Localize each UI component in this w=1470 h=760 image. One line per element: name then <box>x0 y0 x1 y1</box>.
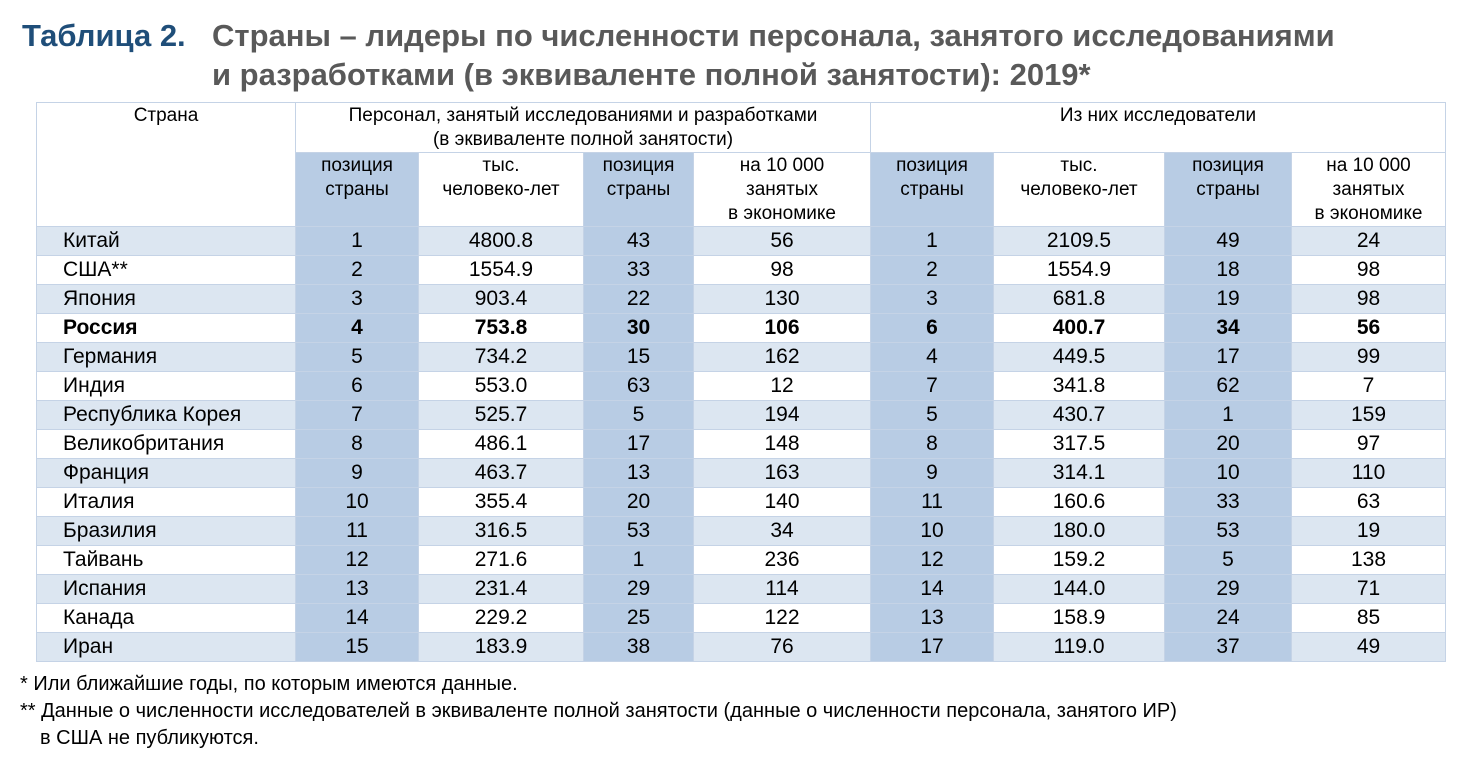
cell-country: Италия <box>37 488 296 517</box>
subheader-3 <box>694 153 871 227</box>
cell-value: 56 <box>694 227 871 256</box>
cell-value: 1 <box>584 546 694 575</box>
cell-value: 229.2 <box>419 604 584 633</box>
cell-country: Республика Корея <box>37 401 296 430</box>
cell-value: 122 <box>694 604 871 633</box>
cell-country: Иран <box>37 633 296 662</box>
cell-country: Канада <box>37 604 296 633</box>
cell-value: 734.2 <box>419 343 584 372</box>
header-researchers-group: Из них исследователи <box>871 103 1446 153</box>
cell-value: 753.8 <box>419 314 584 343</box>
cell-value: 37 <box>1165 633 1292 662</box>
subheader-line: человеко-лет <box>442 179 560 200</box>
cell-value: 2 <box>296 256 419 285</box>
cell-value: 140 <box>694 488 871 517</box>
subheader-line: позиция <box>321 155 393 176</box>
cell-value: 85 <box>1292 604 1446 633</box>
footnote-2-line-2: в США не публикуются. <box>40 727 259 749</box>
cell-value: 400.7 <box>994 314 1165 343</box>
cell-value: 1 <box>296 227 419 256</box>
cell-value: 14 <box>871 575 994 604</box>
cell-value: 5 <box>871 401 994 430</box>
cell-value: 34 <box>694 517 871 546</box>
cell-value: 236 <box>694 546 871 575</box>
cell-value: 10 <box>296 488 419 517</box>
footnotes <box>20 671 1177 752</box>
cell-value: 10 <box>1165 459 1292 488</box>
cell-value: 8 <box>871 430 994 459</box>
subheader-line: тыс. <box>482 155 520 176</box>
subheader-line: страны <box>606 179 671 200</box>
subheader-line: позиция <box>1192 155 1264 176</box>
cell-value: 13 <box>296 575 419 604</box>
cell-value: 4 <box>871 343 994 372</box>
cell-value: 183.9 <box>419 633 584 662</box>
cell-value: 553.0 <box>419 372 584 401</box>
cell-value: 160.6 <box>994 488 1165 517</box>
subheader-line: страны <box>900 179 964 200</box>
cell-value: 13 <box>584 459 694 488</box>
cell-value: 5 <box>296 343 419 372</box>
cell-country: Испания <box>37 575 296 604</box>
cell-value: 33 <box>584 256 694 285</box>
cell-value: 43 <box>584 227 694 256</box>
cell-value: 11 <box>871 488 994 517</box>
cell-value: 11 <box>296 517 419 546</box>
subheader-2 <box>584 153 694 227</box>
cell-value: 10 <box>871 517 994 546</box>
cell-value: 231.4 <box>419 575 584 604</box>
cell-value: 22 <box>584 285 694 314</box>
subheader-1 <box>419 153 584 227</box>
subheader-0 <box>296 153 419 227</box>
cell-value: 194 <box>694 401 871 430</box>
cell-value: 106 <box>694 314 871 343</box>
table-row <box>37 256 1446 285</box>
table-row <box>37 604 1446 633</box>
cell-value: 12 <box>694 372 871 401</box>
cell-value: 681.8 <box>994 285 1165 314</box>
cell-value: 7 <box>871 372 994 401</box>
table-number: Таблица 2. <box>22 18 186 53</box>
cell-value: 63 <box>584 372 694 401</box>
cell-value: 17 <box>871 633 994 662</box>
cell-value: 158.9 <box>994 604 1165 633</box>
cell-value: 56 <box>1292 314 1446 343</box>
table-row <box>37 633 1446 662</box>
cell-value: 15 <box>584 343 694 372</box>
subheader-line: страны <box>1196 179 1260 200</box>
table-row <box>37 227 1446 256</box>
cell-value: 99 <box>1292 343 1446 372</box>
cell-value: 1554.9 <box>994 256 1165 285</box>
cell-value: 314.1 <box>994 459 1165 488</box>
subheader-line: занятых <box>1332 179 1405 200</box>
subheader-4 <box>871 153 994 227</box>
cell-value: 430.7 <box>994 401 1165 430</box>
cell-value: 130 <box>694 285 871 314</box>
table-title <box>22 16 1452 94</box>
cell-value: 20 <box>1165 430 1292 459</box>
subheader-line: человеко-лет <box>1020 179 1138 200</box>
cell-value: 2 <box>871 256 994 285</box>
cell-value: 9 <box>871 459 994 488</box>
subheader-line: занятых <box>746 179 818 200</box>
cell-value: 5 <box>1165 546 1292 575</box>
cell-value: 98 <box>694 256 871 285</box>
cell-value: 24 <box>1165 604 1292 633</box>
cell-value: 1554.9 <box>419 256 584 285</box>
header-personnel-group <box>296 103 871 153</box>
cell-value: 138 <box>1292 546 1446 575</box>
cell-country: Япония <box>37 285 296 314</box>
cell-value: 19 <box>1292 517 1446 546</box>
cell-value: 119.0 <box>994 633 1165 662</box>
cell-value: 17 <box>1165 343 1292 372</box>
cell-value: 76 <box>694 633 871 662</box>
cell-value: 1 <box>871 227 994 256</box>
cell-value: 63 <box>1292 488 1446 517</box>
title-line-1: Страны – лидеры по численности персонала, занятого исследованиями <box>212 18 1335 53</box>
cell-value: 33 <box>1165 488 1292 517</box>
header-country: Страна <box>37 103 296 227</box>
cell-value: 4800.8 <box>419 227 584 256</box>
subheader-line: в экономике <box>728 203 836 224</box>
cell-value: 12 <box>296 546 419 575</box>
cell-value: 98 <box>1292 285 1446 314</box>
cell-value: 19 <box>1165 285 1292 314</box>
cell-value: 148 <box>694 430 871 459</box>
subheader-7 <box>1292 153 1446 227</box>
footnote-2-line-1: ** Данные о численности исследователей в эквиваленте полной занятости (данные о численности персонала, занятого ИР) <box>20 700 1177 722</box>
header-personnel-line-1: Персонал, занятый исследованиями и разработками <box>348 105 818 126</box>
cell-value: 17 <box>584 430 694 459</box>
cell-value: 29 <box>584 575 694 604</box>
cell-value: 316.5 <box>419 517 584 546</box>
cell-value: 29 <box>1165 575 1292 604</box>
cell-value: 15 <box>296 633 419 662</box>
cell-value: 53 <box>1165 517 1292 546</box>
cell-value: 53 <box>584 517 694 546</box>
cell-value: 5 <box>584 401 694 430</box>
cell-value: 49 <box>1292 633 1446 662</box>
cell-value: 110 <box>1292 459 1446 488</box>
cell-country: Китай <box>37 227 296 256</box>
cell-value: 163 <box>694 459 871 488</box>
subheader-line: на 10 000 <box>1326 155 1411 176</box>
cell-value: 486.1 <box>419 430 584 459</box>
subheader-line: в экономике <box>1314 203 1423 224</box>
table-row <box>37 517 1446 546</box>
subheader-line: страны <box>325 179 389 200</box>
cell-value: 30 <box>584 314 694 343</box>
cell-country: Франция <box>37 459 296 488</box>
cell-country: Бразилия <box>37 517 296 546</box>
cell-value: 271.6 <box>419 546 584 575</box>
table-row <box>37 575 1446 604</box>
cell-value: 355.4 <box>419 488 584 517</box>
table-row <box>37 314 1446 343</box>
subheader-5 <box>994 153 1165 227</box>
cell-country: США** <box>37 256 296 285</box>
cell-value: 8 <box>296 430 419 459</box>
cell-value: 449.5 <box>994 343 1165 372</box>
subheader-line: позиция <box>896 155 968 176</box>
subheader-line: позиция <box>602 155 675 176</box>
cell-country: Германия <box>37 343 296 372</box>
header-personnel-line-2: (в эквиваленте полной занятости) <box>432 129 734 150</box>
cell-value: 4 <box>296 314 419 343</box>
cell-value: 14 <box>296 604 419 633</box>
subheader-6 <box>1165 153 1292 227</box>
cell-value: 1 <box>1165 401 1292 430</box>
cell-value: 159.2 <box>994 546 1165 575</box>
cell-value: 13 <box>871 604 994 633</box>
cell-value: 62 <box>1165 372 1292 401</box>
cell-value: 7 <box>296 401 419 430</box>
cell-country: Тайвань <box>37 546 296 575</box>
table-row <box>37 488 1446 517</box>
cell-country: Индия <box>37 372 296 401</box>
cell-value: 12 <box>871 546 994 575</box>
cell-value: 2109.5 <box>994 227 1165 256</box>
cell-country: Великобритания <box>37 430 296 459</box>
cell-value: 49 <box>1165 227 1292 256</box>
cell-value: 98 <box>1292 256 1446 285</box>
cell-value: 525.7 <box>419 401 584 430</box>
table-row <box>37 401 1446 430</box>
cell-value: 144.0 <box>994 575 1165 604</box>
cell-value: 9 <box>296 459 419 488</box>
cell-value: 3 <box>296 285 419 314</box>
table-row <box>37 430 1446 459</box>
subheader-line: на 10 000 <box>739 155 825 176</box>
cell-value: 6 <box>871 314 994 343</box>
title-line-2: и разработками (в эквиваленте полной занятости): 2019* <box>212 57 1091 92</box>
cell-value: 97 <box>1292 430 1446 459</box>
table-row <box>37 285 1446 314</box>
cell-value: 24 <box>1292 227 1446 256</box>
table-row <box>37 343 1446 372</box>
data-table <box>36 102 1446 662</box>
cell-value: 341.8 <box>994 372 1165 401</box>
cell-value: 6 <box>296 372 419 401</box>
cell-value: 18 <box>1165 256 1292 285</box>
cell-value: 20 <box>584 488 694 517</box>
table-row <box>37 372 1446 401</box>
footnote-1: * Или ближайшие годы, по которым имеются данные. <box>20 673 518 695</box>
table-row <box>37 546 1446 575</box>
cell-value: 34 <box>1165 314 1292 343</box>
cell-value: 7 <box>1292 372 1446 401</box>
cell-value: 317.5 <box>994 430 1165 459</box>
cell-value: 25 <box>584 604 694 633</box>
cell-value: 180.0 <box>994 517 1165 546</box>
table-row <box>37 459 1446 488</box>
cell-value: 162 <box>694 343 871 372</box>
cell-country: Россия <box>37 314 296 343</box>
cell-value: 903.4 <box>419 285 584 314</box>
cell-value: 3 <box>871 285 994 314</box>
cell-value: 114 <box>694 575 871 604</box>
cell-value: 159 <box>1292 401 1446 430</box>
cell-value: 38 <box>584 633 694 662</box>
cell-value: 463.7 <box>419 459 584 488</box>
cell-value: 71 <box>1292 575 1446 604</box>
subheader-line: тыс. <box>1060 155 1098 176</box>
